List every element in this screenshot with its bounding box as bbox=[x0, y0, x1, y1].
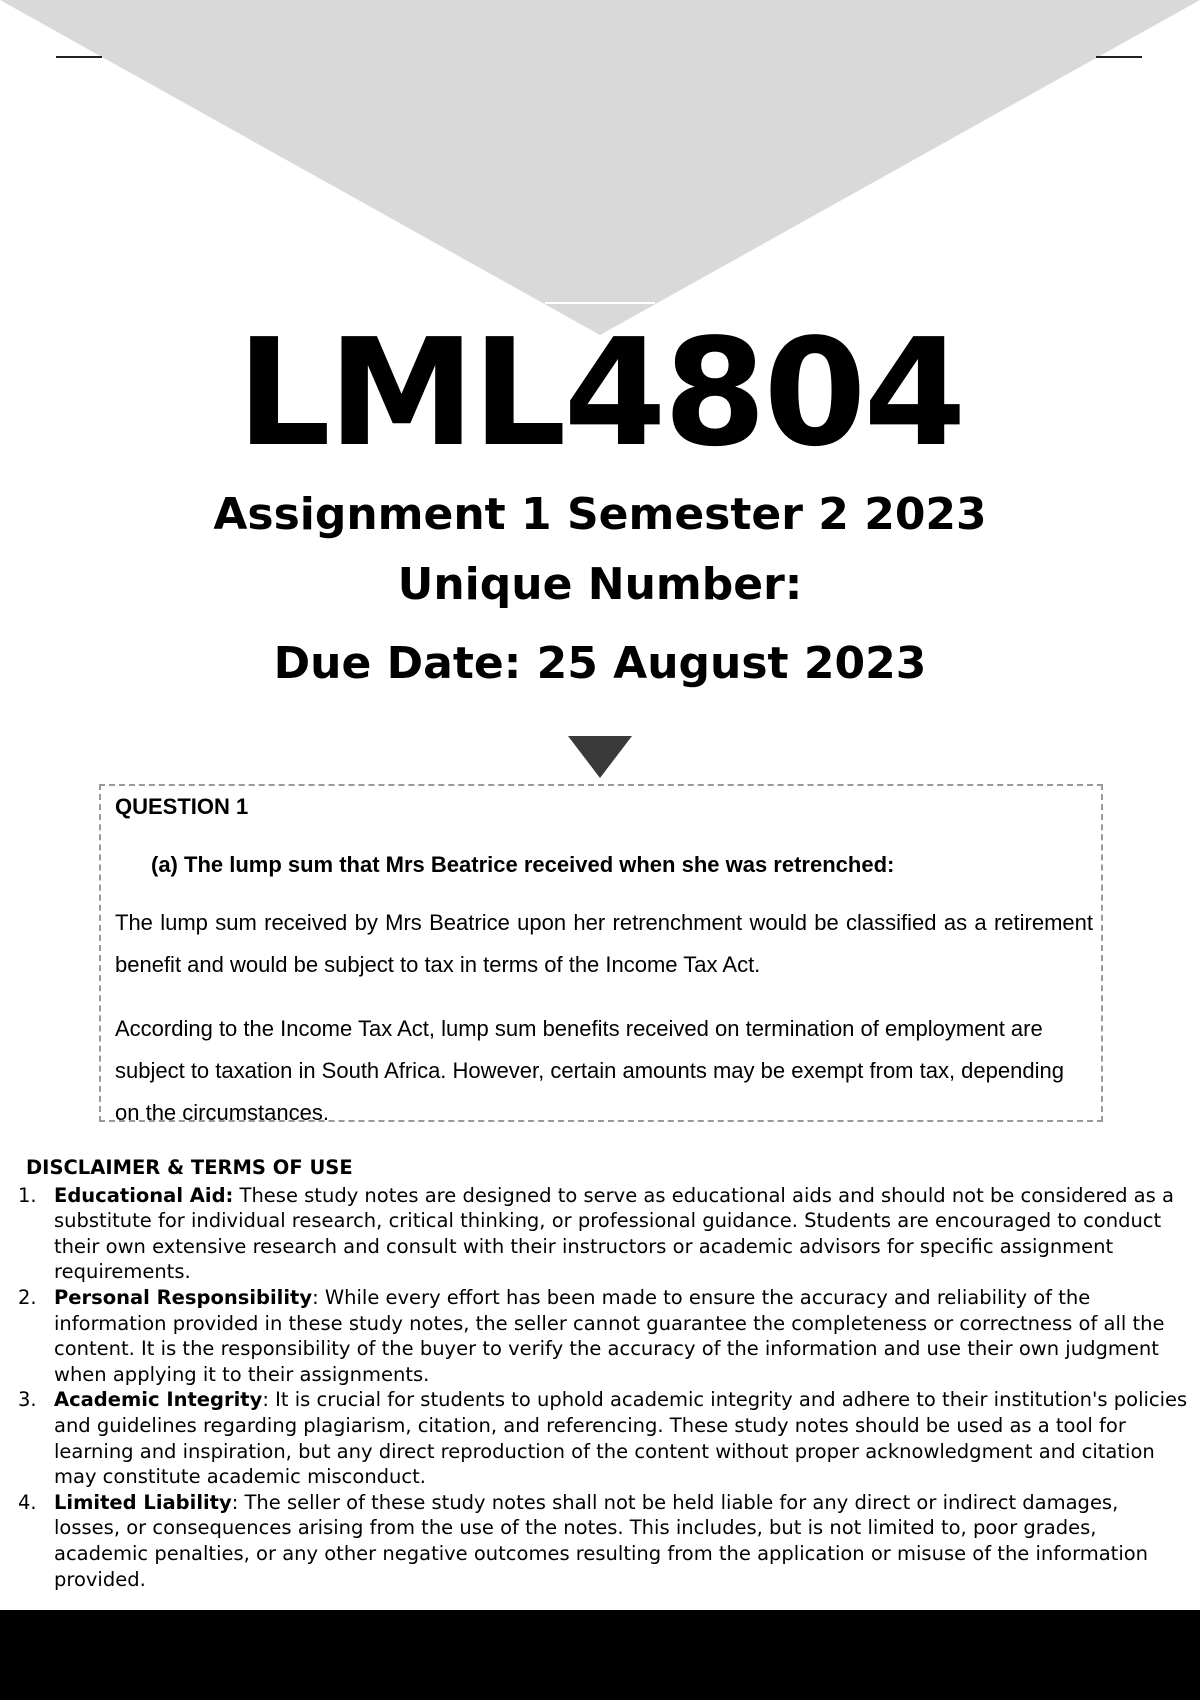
disclaimer-item-text: : It is crucial for students to uphold academic integrity and adhere to their institution's policies and guidelines regarding plagiarism, citation, and referencing. These study notes should be used as a tool for learning and inspiration, but any direct reproduction of the content without proper acknowledgment and citation may constitute academic misconduct. bbox=[54, 1388, 1188, 1489]
footer-bar bbox=[0, 1610, 1200, 1700]
course-code-title: LML4804 bbox=[236, 307, 964, 479]
question-paragraph-1: The lump sum received by Mrs Beatrice upon her retrenchment would be classified as a retirement benefit and would be subject to tax in terms of the Income Tax Act. bbox=[115, 910, 1093, 977]
question-preview-box bbox=[99, 784, 1103, 1125]
unique-number-line: Unique Number: bbox=[397, 559, 803, 610]
due-date-line: Due Date: 25 August 2023 bbox=[273, 638, 927, 689]
disclaimer-item-text: : While every effort has been made to ensure the accuracy and reliability of the information provided in these study notes, the seller cannot guarantee the completeness or correctness of all the content. It is the responsibility of the buyer to verify the accuracy of the information and use their own judgment when applying it to their assignments. bbox=[54, 1285, 1165, 1386]
disclaimer-item-number: 2. bbox=[18, 1285, 37, 1309]
question-subheading: (a) The lump sum that Mrs Beatrice received when she was retrenched: bbox=[151, 852, 895, 877]
question-paragraph-2: According to the Income Tax Act, lump sum benefits received on termination of employment are subject to taxation in South Africa. However, certain amounts may be exempt from tax, depending on the circumstances. bbox=[115, 1016, 1064, 1125]
disclaimer-item-text: These study notes are designed to serve as educational aids and should not be considered as a substitute for individual research, critical thinking, or professional guidance. Students are encouraged to conduct their own extensive research and consult with their instructors or academic advisors for specific assignment requirements. bbox=[54, 1183, 1174, 1284]
corner-rule-right bbox=[1096, 56, 1142, 58]
disclaimer-item bbox=[18, 1387, 1188, 1489]
disclaimer-item bbox=[18, 1490, 1188, 1592]
disclaimer-item-text: : The seller of these study notes shall not be held liable for any direct or indirect damages, losses, or consequences arising from the use of the notes. This includes, but is not limited to, poor grades, academic penalties, or any other negative outcomes resulting from the application or misuse of the information provided. bbox=[54, 1490, 1149, 1591]
disclaimer-item bbox=[18, 1183, 1188, 1285]
assignment-line: Assignment 1 Semester 2 2023 bbox=[213, 489, 987, 540]
disclaimer-item-number: 3. bbox=[18, 1388, 37, 1412]
question-title: QUESTION 1 bbox=[115, 794, 249, 819]
disclaimer-title: DISCLAIMER & TERMS OF USE bbox=[26, 1156, 353, 1179]
decorative-chevron-banner bbox=[0, 0, 1200, 340]
disclaimer-item-number: 1. bbox=[18, 1183, 37, 1207]
disclaimer-item-label: Limited Liability bbox=[54, 1490, 232, 1514]
disclaimer-item-label: Educational Aid: bbox=[54, 1183, 234, 1207]
disclaimer-item bbox=[18, 1285, 1188, 1387]
disclaimer-item-number: 4. bbox=[18, 1490, 37, 1514]
disclaimer-list bbox=[18, 1183, 1188, 1593]
disclaimer-section bbox=[18, 1155, 1188, 1592]
disclaimer-item-label: Personal Responsibility bbox=[54, 1285, 313, 1309]
corner-rule-left bbox=[56, 56, 102, 58]
disclaimer-item-label: Academic Integrity bbox=[54, 1388, 263, 1412]
down-triangle-icon bbox=[568, 736, 632, 778]
